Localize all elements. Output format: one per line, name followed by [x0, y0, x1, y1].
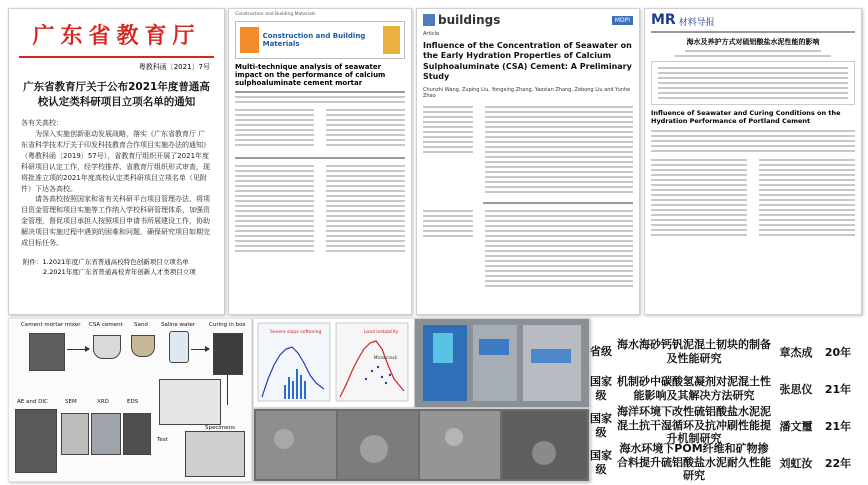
mdpi-logo: MDPI [612, 16, 633, 25]
project-person: 章杰成 [779, 345, 813, 359]
paper1-journal: Construction and Building Materials [262, 32, 366, 48]
project-title: 机制砂中碳酸氢凝剂对泥混土性能影响及其解决方法研究 [617, 374, 771, 402]
saline-water-beaker-icon [169, 331, 189, 363]
paper2-brand-name: buildings [438, 13, 501, 27]
chart-left-title: Severe slope softening [270, 330, 322, 335]
mixer-machine-icon [29, 333, 65, 371]
project-level: 国家级 [590, 449, 612, 476]
flow-cement-mixer-label: Cement mortar mixer [21, 322, 81, 328]
notice-document [8, 8, 225, 315]
paper-construction-building-materials [228, 8, 412, 315]
flow-xrd-label: XRD [97, 399, 109, 405]
eds-instrument-icon [123, 413, 151, 455]
flow-specimens-label: Specimens [205, 425, 236, 431]
journal-cover-icon [383, 26, 400, 54]
paper2-title: Influence of the Concentration of Seawater on the Early Hydration Properties of Calcium Sulphoaluminate (CSA) Cement: A Preliminary Study [423, 41, 632, 82]
flow-arrow [191, 349, 209, 350]
project-year: 20年 [824, 345, 852, 359]
notice-attachment-2: 2.2021年度广东省普通高校青年创新人才类项目立项 [43, 267, 196, 276]
notice-title: 广东省教育厅关于公布2021年度普通高校认定类科研项目立项名单的通知 [23, 81, 210, 109]
chart-right-title: Load instability [364, 330, 399, 335]
notice-paragraph-1: 为深入实施创新驱动发展战略，落实《广东省教育厅 广东省科学技术厅关于印发科技教育合作项目实施办法的通知》（粤教科函〔2019〕57号），省教育厅组织开展了2021年度科研项目认定工作，经学校推荐、省教育厅组织形式审查，现将批准立项的2021年度高校认定类科研项目立项名单（见附件）下达各高校。 [21, 130, 210, 193]
dic-strain-image [414, 318, 590, 408]
paper1-title: Multi-technique analysis of seawater impact on the performance of calcium sulphoaluminate cement mortar [235, 63, 386, 87]
flow-sand-label: Sand [134, 322, 148, 328]
sem-instrument-icon [61, 413, 89, 455]
paper3-cn-title: 海水及养护方式对硫铝酸盐水泥性能的影响 [686, 38, 820, 46]
project-year: 22年 [824, 456, 852, 470]
flow-saline-water-label: Saline water [161, 322, 196, 328]
notice-doc-number: 粤教科函〔2021〕7号 [138, 63, 210, 71]
notice-salutation: 各有关高校： [21, 119, 63, 128]
curing-box-icon [213, 333, 243, 375]
flow-curing-label: Curing in box [209, 322, 246, 328]
test-charts-panel [253, 318, 415, 408]
elsevier-logo-icon [240, 27, 259, 53]
project-level: 国家级 [590, 412, 612, 439]
project-level: 省级 [590, 344, 612, 358]
project-title: 海水海砂钙钒泥混土韧块的制备及性能研究 [617, 337, 771, 365]
notice-banner: 广东省教育厅 [32, 23, 201, 49]
sand-bowl-icon [131, 335, 155, 357]
project-year: 21年 [824, 382, 852, 396]
paper3-brand-name: 材料导报 [678, 18, 715, 28]
flow-ae-dic-label: AE and DIC [17, 399, 48, 405]
notice-red-rule [19, 56, 214, 58]
project-row [588, 441, 863, 483]
paper1-journal-box [235, 21, 405, 59]
materials-reports-logo-icon: MR [651, 12, 676, 28]
project-list [588, 333, 863, 481]
ae-dic-machine-icon [15, 409, 57, 473]
project-row [588, 370, 863, 407]
xrd-instrument-icon [91, 413, 121, 455]
csa-cement-bowl-icon [93, 335, 121, 359]
paper3-brand [651, 12, 855, 28]
sem-micrographs-panel [253, 408, 590, 482]
specimen-mold-icon [159, 379, 221, 425]
project-title: 海水环境下POM纤维和矿物掺合料提升硫铝酸盐水泥耐久性能研究 [617, 441, 771, 483]
chart-graphics [254, 319, 414, 407]
experiment-flowchart [8, 318, 252, 482]
project-person: 刘虹汝 [779, 456, 813, 470]
chart-right-inner: Micro-crack [374, 355, 398, 360]
project-row [588, 404, 863, 446]
flow-test-label: Test [157, 437, 168, 443]
project-person: 潘文璽 [779, 419, 813, 433]
notice-attachment-1: 附件：1.2021年度广东省普通高校特色创新项目立项名单 [23, 257, 189, 266]
flow-sem-label: SEM [65, 399, 77, 405]
buildings-logo-icon [423, 14, 435, 26]
dic-image-graphics [415, 319, 589, 407]
notice-paragraph-2: 请各高校按照国家和省有关科研平台项目管理办法，将项目资金管理和项目实施等工作纳入学校科研管理体系，加强资金管理，督促项目承担人按照项目申请书所展建设工作，协助解决项目实施过程中遇到的困难和问题，确保研究项目如期完成目标任务。 [21, 195, 210, 247]
paper3-en-title: Influence of Seawater and Curing Conditions on the Hydration Performance of Portland Cement [651, 109, 841, 126]
flow-arrow [227, 375, 228, 405]
project-title: 海洋环境下改性硫铝酸盐水泥泥混土抗干湿循环及抗冲刷性能提升机制研究 [617, 404, 771, 446]
paper-buildings-mdpi [416, 8, 640, 315]
project-row [588, 333, 863, 370]
flow-eds-label: EDS [127, 399, 139, 405]
paper1-header: Construction and Building Materials [235, 12, 316, 17]
flow-arrow [67, 349, 89, 350]
paper2-authors: Chunzhi Wang, Zuping Liu, Yongxing Zhang, Yaoxian Zhang, Zebong Liu and Yunhe Zhao [423, 86, 631, 99]
paper2-article-type: Article [423, 31, 440, 37]
project-person: 张思仪 [779, 382, 813, 396]
project-year: 21年 [824, 419, 852, 433]
paper-materials-reports [644, 8, 862, 315]
sem-micrographs-graphics [254, 409, 589, 481]
flow-csa-cement-label: CSA cement [89, 322, 123, 328]
specimens-photo-icon [185, 431, 245, 477]
project-level: 国家级 [590, 375, 612, 402]
paper2-brand [423, 13, 633, 27]
